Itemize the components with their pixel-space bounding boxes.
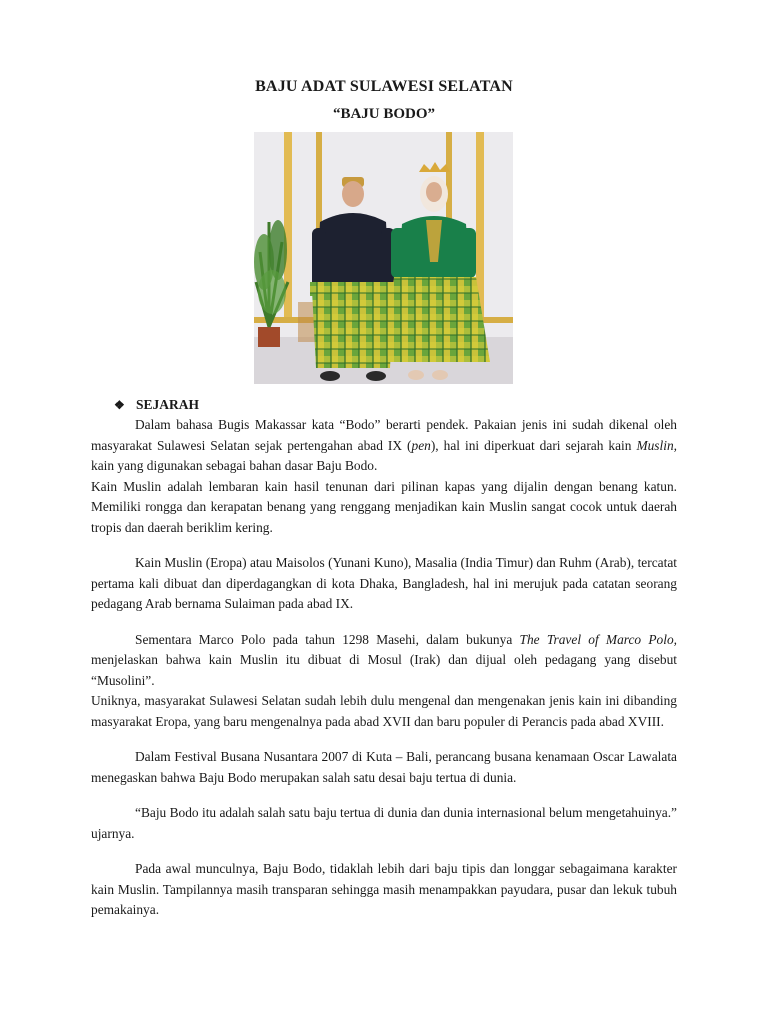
paragraph-5: Uniknya, masyarakat Sulawesi Selatan sudah lebih dulu mengenal dan mengenakan jenis kain ini dibanding masyarakat Eropa, yang baru mengenalnya pada abad XVII dan baru populer di Perancis pada abad XVIII.: [91, 693, 677, 729]
paragraph-1-text-c: kain yang digunakan sebagai bahan dasar Baju Bodo.: [91, 458, 378, 473]
paragraph-6: Dalam Festival Busana Nusantara 2007 di Kuta – Bali, perancang busana kenamaan Oscar Lawalata menegaskan bahwa Baju Bodo merupakan salah satu desai baju tertua di dunia.: [91, 749, 677, 785]
paragraph-4-emphasis: The Travel of Marco Polo,: [519, 631, 677, 647]
paragraph-7-quote: “Baju Bodo itu adalah salah satu baju tertua di dunia dan dunia internasional belum mengetahuinya.” ujarnya.: [91, 805, 677, 841]
paragraph-2: Kain Muslin adalah lembaran kain hasil tenunan dari pilinan kapas yang dijalin dengan benang katun. Memiliki rongga dan kerapatan benang yang renggang menjadikan kain Muslin sangat cocok untuk daerah tropis dan daerah beriklim kering.: [91, 478, 677, 535]
section-body: [91, 415, 677, 921]
paragraph-3: Kain Muslin (Eropa) atau Maisolos (Yunani Kuno), Masalia (India Timur) dan Ruhm (Arab), tercatat pertama kali dibuat dan diperdagangkan di kota Dhaka, Bangladesh, hal ini merujuk pada catatan seorang pedagang Arab bernama Sulaiman pada abad IX.: [91, 555, 677, 611]
paragraph-1: [91, 415, 677, 477]
paragraph-4: [91, 630, 677, 692]
paragraph-4-text-b: menjelaskan bahwa kain Muslin itu dibuat di Mosul (Irak) dan dijual oleh pedagang yang disebut “Musolini”.: [91, 652, 677, 688]
diamond-bullet-icon: ❖: [114, 398, 125, 412]
paragraph-1-text-a: Dalam bahasa Bugis Makassar kata “Bodo” berarti pendek. Pakaian jenis ini sudah dikenal oleh masyarakat Sulawesi Selatan sejak pertengahan abad IX (: [91, 417, 677, 453]
document-title: BAJU ADAT SULAWESI SELATAN: [255, 78, 513, 95]
paragraph-1-emphasis-a: pen: [411, 437, 431, 453]
couple-photo: [254, 132, 513, 384]
section-heading: [114, 397, 199, 413]
paragraph-8: Pada awal munculnya, Baju Bodo, tidaklah lebih dari baju tipis dan longgar sebagaimana karakter kain Muslin. Tampilannya masih transparan sehingga masih menampakkan payudara, pusar dan lekuk tubuh pemakainya.: [91, 861, 677, 917]
document-subtitle: “BAJU BODO”: [332, 106, 436, 122]
section-heading-text: SEJARAH: [136, 397, 200, 412]
paragraph-1-text-b: ), hal ini diperkuat dari sejarah kain: [430, 437, 637, 453]
paragraph-1-emphasis-b: Muslin,: [636, 437, 677, 453]
paragraph-4-text-a: Sementara Marco Polo pada tahun 1298 Masehi, dalam bukunya: [135, 631, 520, 647]
